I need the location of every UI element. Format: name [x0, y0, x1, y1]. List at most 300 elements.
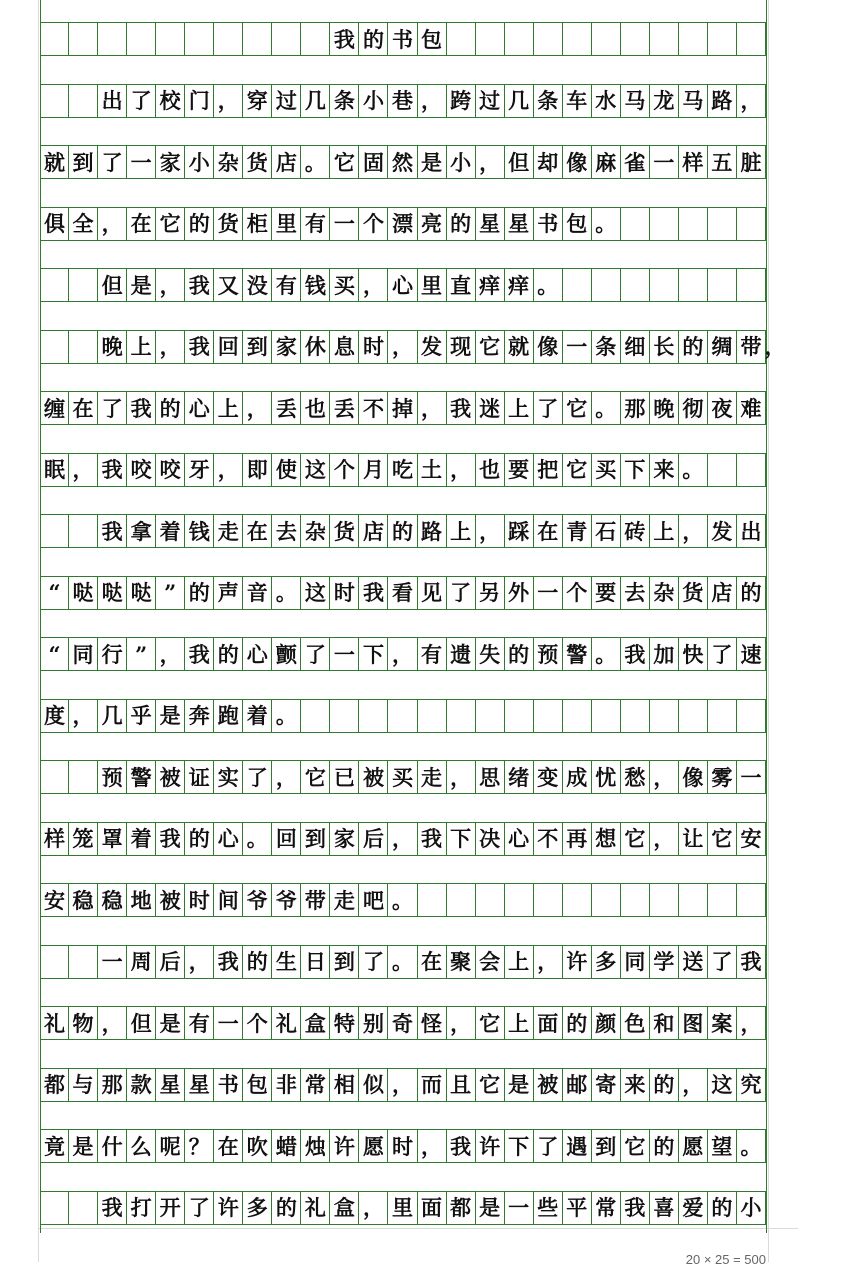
- grid-cell: 再: [563, 823, 592, 855]
- grid-row: [40, 145, 766, 179]
- grid-cell: [621, 208, 650, 240]
- grid-cell: 被: [156, 884, 185, 916]
- grid-cell: 丢: [272, 392, 301, 424]
- grid-cell: [40, 23, 69, 55]
- grid-cell: 到: [243, 331, 272, 363]
- grid-cell: [69, 761, 98, 793]
- grid-cell: ，: [156, 331, 185, 363]
- grid-cell: [476, 700, 505, 732]
- grid-cell: 巷: [388, 85, 417, 117]
- grid-cell: [505, 700, 534, 732]
- grid-cell: 有: [418, 638, 447, 670]
- grid-cell: 了: [98, 392, 127, 424]
- grid-cell: 已: [330, 761, 359, 793]
- grid-cell: 一: [650, 146, 679, 178]
- grid-cell: 麻: [592, 146, 621, 178]
- grid-cell: [418, 700, 447, 732]
- grid-cell: [563, 23, 592, 55]
- grid-cell: 即: [243, 454, 272, 486]
- grid-cell: 它: [563, 392, 592, 424]
- grid-cell: 像: [563, 146, 592, 178]
- grid-row: [40, 760, 766, 794]
- grid-cell: 且: [447, 1069, 476, 1101]
- grid-cell: [330, 700, 359, 732]
- grid-cell: ，: [476, 146, 505, 178]
- grid-cell: 几: [98, 700, 127, 732]
- grid-cell: ，: [418, 1130, 447, 1162]
- grid-cell: 了: [534, 392, 563, 424]
- grid-cell: 一: [330, 208, 359, 240]
- grid-cell: 许: [476, 1130, 505, 1162]
- grid-cell: 而: [418, 1069, 447, 1101]
- grid-cell: 预: [98, 761, 127, 793]
- grid-cell: [708, 269, 737, 301]
- grid-cell: 盒: [330, 1192, 359, 1224]
- grid-cell: 走: [330, 884, 359, 916]
- grid-cell: [650, 884, 679, 916]
- grid-cell: 包: [563, 208, 592, 240]
- grid-cell: 我: [98, 515, 127, 547]
- grid-cell: [708, 700, 737, 732]
- grid-cell: ？: [185, 1130, 214, 1162]
- grid-cell: 着: [156, 515, 185, 547]
- grid-cell: [301, 23, 330, 55]
- grid-cell: 货: [679, 577, 708, 609]
- grid-cell: [650, 269, 679, 301]
- grid-cell: 遇: [563, 1130, 592, 1162]
- grid-cell: 笼: [69, 823, 98, 855]
- grid-cell: 这: [301, 577, 330, 609]
- grid-cell: 它: [708, 823, 737, 855]
- grid-cell: 难: [737, 392, 766, 424]
- grid-cell: 吃: [388, 454, 417, 486]
- grid-cell: 咬: [156, 454, 185, 486]
- grid-cell: 条: [592, 331, 621, 363]
- grid-cell: ，: [737, 1007, 766, 1039]
- grid-cell: [505, 884, 534, 916]
- grid-cell: ，: [388, 1069, 417, 1101]
- grid-right-border: [766, 0, 767, 1233]
- grid-row: [40, 1191, 766, 1225]
- grid-cell: 的: [737, 577, 766, 609]
- grid-cell: 周: [127, 946, 156, 978]
- grid-overflow-char: ，: [764, 334, 786, 359]
- grid-cell: 被: [359, 761, 388, 793]
- grid-cell: 我: [185, 269, 214, 301]
- grid-cell: 罩: [98, 823, 127, 855]
- grid-cell: 拿: [127, 515, 156, 547]
- grid-cell: 咬: [127, 454, 156, 486]
- grid-cell: 回: [272, 823, 301, 855]
- grid-cell: 息: [330, 331, 359, 363]
- grid-cell: 着: [127, 823, 156, 855]
- grid-cell: 忧: [592, 761, 621, 793]
- grid-cell: 买: [592, 454, 621, 486]
- grid-cell: 但: [127, 1007, 156, 1039]
- grid-cell: 别: [359, 1007, 388, 1039]
- grid-cell: 那: [98, 1069, 127, 1101]
- grid-cell: 许: [214, 1192, 243, 1224]
- grid-cell: 速: [737, 638, 766, 670]
- grid-cell: 了: [127, 85, 156, 117]
- grid-cell: 见: [418, 577, 447, 609]
- grid-cell: 杂: [650, 577, 679, 609]
- grid-cell: 想: [592, 823, 621, 855]
- grid-cell: 要: [505, 454, 534, 486]
- grid-cell: 门: [185, 85, 214, 117]
- grid-cell: 和: [650, 1007, 679, 1039]
- grid-cell: 到: [301, 823, 330, 855]
- grid-cell: [592, 269, 621, 301]
- grid-cell: 一: [737, 761, 766, 793]
- grid-cell: 车: [563, 85, 592, 117]
- grid-cell: ，: [388, 638, 417, 670]
- grid-cell: 星: [505, 208, 534, 240]
- page-right-edge: [768, 0, 769, 1262]
- grid-cell: 砖: [621, 515, 650, 547]
- grid-cell: 是: [505, 1069, 534, 1101]
- grid-cell: 买: [330, 269, 359, 301]
- grid-cell: 是: [156, 1007, 185, 1039]
- grid-cell: 也: [476, 454, 505, 486]
- grid-cell: 遗: [447, 638, 476, 670]
- grid-cell: 音: [243, 577, 272, 609]
- grid-cell: [708, 23, 737, 55]
- grid-cell: 晚: [98, 331, 127, 363]
- grid-cell: 多: [243, 1192, 272, 1224]
- grid-cell: 是: [156, 700, 185, 732]
- grid-cell: 没: [243, 269, 272, 301]
- grid-cell: ，: [447, 454, 476, 486]
- grid-cell: 就: [40, 146, 69, 178]
- grid-cell: 。: [243, 823, 272, 855]
- grid-cell: 星: [476, 208, 505, 240]
- grid-cell: [708, 454, 737, 486]
- grid-cell: 思: [476, 761, 505, 793]
- grid-cell: ”: [127, 638, 156, 670]
- grid-cell: [185, 23, 214, 55]
- grid-cell: ，: [185, 946, 214, 978]
- grid-cell: 是: [476, 1192, 505, 1224]
- grid-cell: 我: [127, 392, 156, 424]
- grid-cell: 出: [737, 515, 766, 547]
- grid-cell: 店: [708, 577, 737, 609]
- grid-cell: [69, 85, 98, 117]
- grid-cell: 时: [359, 331, 388, 363]
- grid-cell: 过: [272, 85, 301, 117]
- grid-cell: 一: [505, 1192, 534, 1224]
- grid-cell: 声: [214, 577, 243, 609]
- grid-cell: 它: [476, 1069, 505, 1101]
- grid-cell: 发: [418, 331, 447, 363]
- grid-cell: [621, 700, 650, 732]
- grid-cell: 是: [69, 1130, 98, 1162]
- grid-cell: 固: [359, 146, 388, 178]
- grid-cell: 它: [476, 331, 505, 363]
- grid-cell: 失: [476, 638, 505, 670]
- grid-cell: [563, 884, 592, 916]
- grid-cell: 它: [563, 454, 592, 486]
- grid-cell: [592, 884, 621, 916]
- grid-cell: 愿: [359, 1130, 388, 1162]
- grid-cell: 它: [476, 1007, 505, 1039]
- grid-cell: 水: [592, 85, 621, 117]
- grid-cell: 来: [621, 1069, 650, 1101]
- grid-cell: 不: [534, 823, 563, 855]
- grid-cell: ，: [69, 454, 98, 486]
- grid-cell: 我: [621, 1192, 650, 1224]
- grid-cell: 到: [330, 946, 359, 978]
- grid-cell: 都: [40, 1069, 69, 1101]
- grid-cell: 上: [447, 515, 476, 547]
- grid-row: [40, 576, 766, 610]
- grid-cell: 小: [185, 146, 214, 178]
- grid-cell: 警: [563, 638, 592, 670]
- grid-cell: ，: [447, 1007, 476, 1039]
- grid-cell: 杂: [214, 146, 243, 178]
- grid-cell: 要: [592, 577, 621, 609]
- grid-row: [40, 1068, 766, 1102]
- grid-cell: 痒: [505, 269, 534, 301]
- grid-cell: 送: [679, 946, 708, 978]
- grid-cell: 条: [330, 85, 359, 117]
- grid-cell: 物: [69, 1007, 98, 1039]
- grid-cell: [69, 269, 98, 301]
- grid-cell: 我: [447, 1130, 476, 1162]
- grid-cell: 礼: [301, 1192, 330, 1224]
- grid-cell: 乎: [127, 700, 156, 732]
- grid-cell: 生: [272, 946, 301, 978]
- grid-cell: 一: [330, 638, 359, 670]
- grid-row: [40, 514, 766, 548]
- grid-cell: 里: [272, 208, 301, 240]
- grid-cell: 外: [505, 577, 534, 609]
- grid-cell: 成: [563, 761, 592, 793]
- grid-cell: 哒: [127, 577, 156, 609]
- grid-cell: “: [40, 638, 69, 670]
- grid-cell: 它: [330, 146, 359, 178]
- grid-cell: 是: [127, 269, 156, 301]
- grid-cell: 带: [737, 331, 766, 363]
- grid-cell: 了: [301, 638, 330, 670]
- grid-cell: 去: [272, 515, 301, 547]
- grid-cell: 脏: [737, 146, 766, 178]
- grid-cell: 时: [330, 577, 359, 609]
- grid-cell: 就: [505, 331, 534, 363]
- grid-cell: 上: [650, 515, 679, 547]
- grid-cell: [69, 946, 98, 978]
- grid-cell: 我: [447, 392, 476, 424]
- grid-cell: 。: [388, 946, 417, 978]
- grid-cell: 个: [563, 577, 592, 609]
- grid-cell: 聚: [447, 946, 476, 978]
- grid-cell: 后: [156, 946, 185, 978]
- grid-row: [40, 699, 766, 733]
- grid-cell: ，: [737, 85, 766, 117]
- grid-cell: 似: [359, 1069, 388, 1101]
- grid-cell: 全: [69, 208, 98, 240]
- grid-cell: 。: [301, 146, 330, 178]
- grid-cell: 俱: [40, 208, 69, 240]
- grid-cell: ，: [650, 823, 679, 855]
- grid-cell: 柜: [243, 208, 272, 240]
- grid-cell: 一: [534, 577, 563, 609]
- grid-cell: 踩: [505, 515, 534, 547]
- grid-cell: 竟: [40, 1130, 69, 1162]
- grid-row: [40, 268, 766, 302]
- grid-cell: 稳: [98, 884, 127, 916]
- grid-cell: 心: [505, 823, 534, 855]
- grid-cell: 么: [127, 1130, 156, 1162]
- grid-cell: 带: [301, 884, 330, 916]
- grid-cell: 安: [40, 884, 69, 916]
- grid-cell: 小: [359, 85, 388, 117]
- grid-cell: 了: [98, 146, 127, 178]
- grid-cell: [650, 700, 679, 732]
- grid-row: [40, 330, 786, 364]
- grid-cell: 不: [359, 392, 388, 424]
- grid-cell: [476, 884, 505, 916]
- grid-cell: 我: [98, 454, 127, 486]
- grid-cell: 样: [40, 823, 69, 855]
- grid-cell: 彻: [679, 392, 708, 424]
- grid-cell: 面: [418, 1192, 447, 1224]
- grid-cell: 走: [214, 515, 243, 547]
- grid-cell: [592, 700, 621, 732]
- grid-cell: 个: [243, 1007, 272, 1039]
- grid-cell: 了: [243, 761, 272, 793]
- grid-cell: 夜: [708, 392, 737, 424]
- grid-cell: [127, 23, 156, 55]
- grid-cell: 哒: [98, 577, 127, 609]
- grid-cell: [737, 700, 766, 732]
- grid-cell: 钱: [185, 515, 214, 547]
- grid-cell: 变: [534, 761, 563, 793]
- grid-cell: 一: [214, 1007, 243, 1039]
- grid-cell: [40, 515, 69, 547]
- grid-cell: 让: [679, 823, 708, 855]
- grid-cell: 。: [272, 577, 301, 609]
- grid-cell: 钱: [301, 269, 330, 301]
- grid-cell: [679, 884, 708, 916]
- grid-cell: [476, 23, 505, 55]
- grid-cell: [534, 700, 563, 732]
- grid-cell: 到: [592, 1130, 621, 1162]
- grid-row: [40, 391, 766, 425]
- grid-cell: 寄: [592, 1069, 621, 1101]
- grid-cell: 的: [650, 1130, 679, 1162]
- grid-cell: 这: [301, 454, 330, 486]
- grid-cell: 马: [621, 85, 650, 117]
- grid-cell: 另: [476, 577, 505, 609]
- grid-cell: 快: [679, 638, 708, 670]
- grid-cell: 回: [214, 331, 243, 363]
- grid-cell: [563, 269, 592, 301]
- grid-cell: ，: [359, 1192, 388, 1224]
- grid-cell: 下: [359, 638, 388, 670]
- grid-cell: 丢: [330, 392, 359, 424]
- grid-cell: 上: [505, 392, 534, 424]
- grid-cell: 石: [592, 515, 621, 547]
- grid-cell: [69, 331, 98, 363]
- grid-cell: 这: [708, 1069, 737, 1101]
- grid-cell: 开: [156, 1192, 185, 1224]
- grid-cell: 发: [708, 515, 737, 547]
- grid-cell: 加: [650, 638, 679, 670]
- grid-cell: 走: [418, 761, 447, 793]
- grid-cell: 的: [243, 946, 272, 978]
- grid-cell: [737, 23, 766, 55]
- grid-cell: ，: [650, 761, 679, 793]
- grid-cell: 打: [127, 1192, 156, 1224]
- grid-cell: 样: [679, 146, 708, 178]
- grid-cell: 校: [156, 85, 185, 117]
- grid-cell: ，: [679, 1069, 708, 1101]
- grid-cell: 货: [243, 146, 272, 178]
- grid-cell: 货: [214, 208, 243, 240]
- grid-cell: [272, 23, 301, 55]
- grid-cell: 星: [156, 1069, 185, 1101]
- grid-cell: 上: [505, 946, 534, 978]
- grid-cell: ，: [447, 761, 476, 793]
- grid-cell: 蜡: [272, 1130, 301, 1162]
- grid-cell: 了: [359, 946, 388, 978]
- grid-cell: 与: [69, 1069, 98, 1101]
- grid-cell: [592, 23, 621, 55]
- grid-cell: 买: [388, 761, 417, 793]
- grid-cell: [447, 884, 476, 916]
- grid-cell: [679, 700, 708, 732]
- grid-cell: 。: [388, 884, 417, 916]
- grid-cell: 路: [418, 515, 447, 547]
- grid-cell: 绸: [708, 331, 737, 363]
- grid-cell: [621, 23, 650, 55]
- grid-cell: 牙: [185, 454, 214, 486]
- grid-cell: [708, 884, 737, 916]
- grid-cell: [679, 208, 708, 240]
- grid-cell: [621, 269, 650, 301]
- grid-cell: 我: [214, 946, 243, 978]
- grid-cell: 书: [388, 23, 417, 55]
- grid-cell: 我: [185, 638, 214, 670]
- grid-cell: 直: [447, 269, 476, 301]
- grid-cell: 邮: [563, 1069, 592, 1101]
- grid-cell: 被: [156, 761, 185, 793]
- grid-cell: 吹: [243, 1130, 272, 1162]
- grid-cell: 有: [301, 208, 330, 240]
- grid-cell: 决: [476, 823, 505, 855]
- grid-cell: 像: [534, 331, 563, 363]
- grid-cell: [418, 884, 447, 916]
- grid-cell: [563, 700, 592, 732]
- grid-cell: 我: [156, 823, 185, 855]
- grid-cell: 下: [447, 823, 476, 855]
- grid-cell: [650, 208, 679, 240]
- grid-cell: 非: [272, 1069, 301, 1101]
- grid-cell: 小: [447, 146, 476, 178]
- grid-cell: 烛: [301, 1130, 330, 1162]
- grid-cell: 龙: [650, 85, 679, 117]
- grid-cell: 时: [185, 884, 214, 916]
- grid-cell: 家: [272, 331, 301, 363]
- grid-cell: 的: [359, 23, 388, 55]
- grid-cell: [40, 331, 69, 363]
- grid-cell: 爷: [243, 884, 272, 916]
- grid-cell: 我: [98, 1192, 127, 1224]
- grid-cell: 但: [505, 146, 534, 178]
- grid-cell: 漂: [388, 208, 417, 240]
- grid-cell: 我: [737, 946, 766, 978]
